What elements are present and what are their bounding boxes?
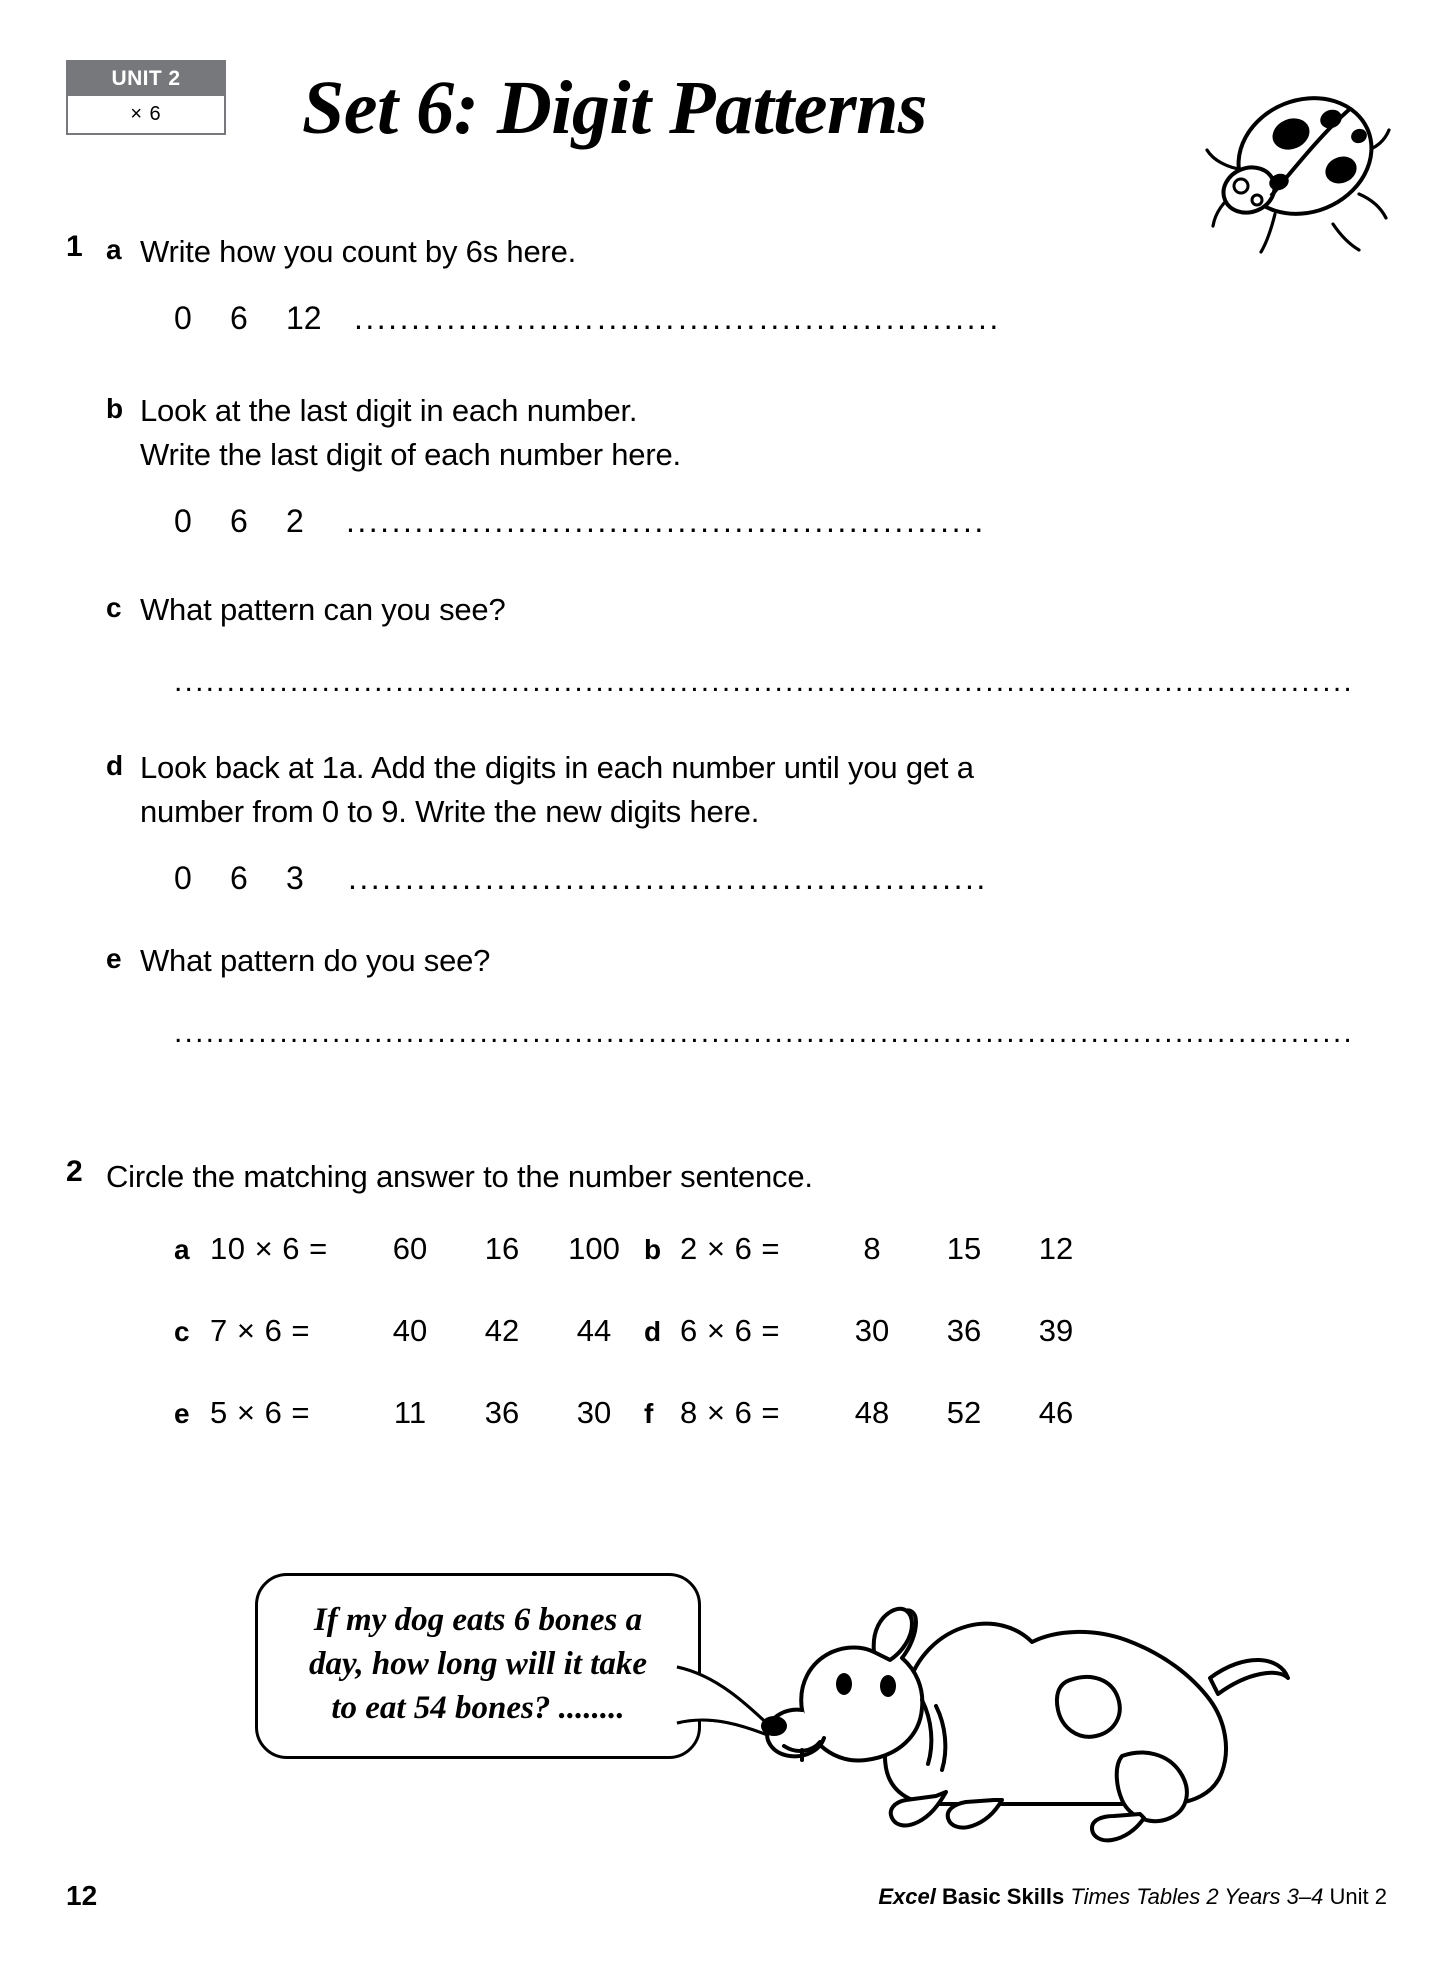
mc-option[interactable]: 36 (946, 1313, 982, 1348)
mc-row (174, 1395, 1387, 1431)
mc-option[interactable]: 15 (946, 1231, 982, 1266)
seq-given-0: 0 (174, 860, 192, 896)
mc-option[interactable]: 60 (392, 1231, 428, 1266)
mc-option[interactable]: 16 (484, 1231, 520, 1266)
mc-row (174, 1313, 1387, 1349)
question-1-number: 1 (66, 230, 83, 263)
mc-option[interactable]: 52 (946, 1395, 982, 1430)
seq-blank[interactable]: ....... (666, 503, 746, 539)
question-1-part-c (106, 588, 1387, 632)
part-c-text: What pattern can you see? (140, 592, 506, 627)
seq-given-0: 0 (174, 300, 192, 336)
footer-citation (878, 1884, 1387, 1910)
seq-blank[interactable]: ....... (668, 860, 748, 896)
question-2-number: 2 (66, 1155, 83, 1188)
page-title: Set 6: Digit Patterns (302, 66, 927, 150)
seq-blank[interactable]: ....... (348, 860, 428, 896)
seq-blank[interactable]: ....... (840, 300, 920, 336)
question-2-prompt: Circle the matching answer to the number sentence. (106, 1159, 813, 1194)
mc-sentence-b: 2 × 6 = (680, 1231, 781, 1266)
speech-bubble-line-1: If my dog eats 6 bones a (313, 1602, 643, 1638)
footer-book-title: Times Tables 2 Years 3–4 (1070, 1884, 1324, 1909)
question-2 (66, 1155, 1387, 1431)
part-letter-b: b (106, 393, 124, 424)
part-b-text-line1: Look at the last digit in each number. (140, 393, 638, 428)
speech-bubble-line-2: day, how long will it take (309, 1646, 647, 1682)
seq-blank[interactable]: ....... (759, 300, 839, 336)
mc-option[interactable]: 30 (576, 1395, 612, 1430)
seq-given-2: 2 (286, 503, 304, 539)
seq-blank[interactable]: ....... (906, 503, 986, 539)
mc-sentence-f: 8 × 6 = (680, 1395, 781, 1430)
mc-option[interactable]: 8 (863, 1231, 881, 1266)
part-letter-d: d (106, 750, 124, 781)
mc-option[interactable]: 44 (576, 1313, 612, 1348)
part-a-answer-row[interactable] (174, 300, 1387, 337)
part-letter-e: e (106, 943, 122, 974)
mc-letter-e: e (174, 1398, 190, 1429)
speech-bubble-wrapper (255, 1573, 775, 1788)
seq-given-1: 6 (230, 503, 248, 539)
seq-given-2: 12 (286, 300, 322, 336)
question-1-part-d (106, 746, 1387, 834)
mc-option[interactable]: 36 (484, 1395, 520, 1430)
mc-option[interactable]: 40 (392, 1313, 428, 1348)
mc-sentence-d: 6 × 6 = (680, 1313, 781, 1348)
page-header (66, 52, 1385, 232)
mc-sentence-a: 10 × 6 = (210, 1231, 328, 1266)
part-letter-c: c (106, 592, 122, 623)
part-a-text: Write how you count by 6s here. (140, 234, 577, 269)
mc-option[interactable]: 30 (854, 1313, 890, 1348)
mc-letter-a: a (174, 1234, 190, 1265)
mc-option[interactable]: 11 (393, 1395, 427, 1430)
speech-bubble (255, 1573, 701, 1759)
page-number: 12 (66, 1880, 98, 1911)
seq-given-1: 6 (230, 860, 248, 896)
mc-options-a (364, 1231, 640, 1267)
seq-blank[interactable]: ....... (354, 300, 434, 336)
unit-badge-label: UNIT 2 (68, 62, 224, 96)
mc-letter-f: f (644, 1398, 654, 1429)
mc-options-d (826, 1313, 1102, 1349)
mc-item-d (644, 1313, 1102, 1349)
mc-options-c (364, 1313, 640, 1349)
seq-blank[interactable]: ....... (516, 300, 596, 336)
mc-option[interactable]: 46 (1038, 1395, 1074, 1430)
part-d-text-line2: number from 0 to 9. Write the new digits here. (140, 794, 760, 829)
mc-letter-c: c (174, 1316, 190, 1347)
seq-blank[interactable]: ....... (746, 503, 826, 539)
seq-blank[interactable]: ....... (346, 503, 426, 539)
seq-blank[interactable]: ....... (435, 300, 515, 336)
mc-item-f (644, 1395, 1102, 1431)
mc-sentence-c: 7 × 6 = (210, 1313, 311, 1348)
seq-blank[interactable]: ....... (826, 503, 906, 539)
mc-item-e (174, 1395, 644, 1431)
mc-row (174, 1231, 1387, 1267)
multiple-choice-grid (174, 1231, 1387, 1431)
mc-option[interactable]: 100 (568, 1231, 620, 1266)
footer-unit: Unit 2 (1329, 1884, 1387, 1909)
mc-sentence-e: 5 × 6 = (210, 1395, 311, 1430)
part-b-text (140, 389, 681, 477)
seq-given-0: 0 (174, 503, 192, 539)
part-e-text: What pattern do you see? (140, 943, 491, 978)
seq-blank[interactable]: ....... (921, 300, 1001, 336)
seq-blank[interactable]: ....... (908, 860, 988, 896)
part-e-answer-line[interactable]: ................................................................................................................ (174, 1023, 1354, 1049)
footer-series: Basic Skills (941, 1884, 1065, 1909)
unit-badge (66, 60, 226, 135)
part-b-text-line2: Write the last digit of each number here. (140, 437, 681, 472)
question-1-part-a (106, 230, 1387, 274)
seq-blank[interactable]: ....... (506, 503, 586, 539)
mc-options-b (826, 1231, 1102, 1267)
unit-badge-operation: × 6 (68, 96, 224, 133)
mc-option[interactable]: 48 (854, 1395, 890, 1430)
mc-item-a (174, 1231, 644, 1267)
seq-blank[interactable]: ....... (508, 860, 588, 896)
part-letter-a: a (106, 234, 122, 265)
seq-blank[interactable]: ....... (586, 503, 666, 539)
question-1-part-b (106, 389, 1387, 477)
mc-letter-b: b (644, 1234, 662, 1265)
dog-icon (740, 1560, 1300, 1860)
mc-letter-d: d (644, 1316, 662, 1347)
mc-option[interactable]: 42 (484, 1313, 520, 1348)
seq-blank[interactable]: ....... (828, 860, 908, 896)
speech-bubble-line-3[interactable]: to eat 54 bones? ........ (331, 1690, 625, 1726)
seq-given-1: 6 (230, 300, 248, 336)
seq-given-2: 3 (286, 860, 304, 896)
question-1 (66, 230, 1387, 1057)
part-d-text-line1: Look back at 1a. Add the digits in each number until you get a (140, 750, 974, 785)
mc-option[interactable]: 39 (1038, 1313, 1074, 1348)
mc-options-f (826, 1395, 1102, 1431)
footer-brand: Excel (878, 1884, 936, 1909)
mc-item-c (174, 1313, 644, 1349)
mc-item-b (644, 1231, 1102, 1267)
mc-option[interactable]: 12 (1038, 1231, 1074, 1266)
mc-options-e (364, 1395, 640, 1431)
part-d-answer-row[interactable] (174, 860, 1387, 897)
part-b-answer-row[interactable] (174, 503, 1387, 540)
part-d-text (140, 746, 974, 834)
question-1-part-e (106, 939, 1387, 983)
seq-blank[interactable]: ....... (588, 860, 668, 896)
page-footer (66, 1880, 1387, 1920)
seq-blank[interactable]: ....... (678, 300, 758, 336)
seq-blank[interactable]: ....... (426, 503, 506, 539)
seq-blank[interactable]: ....... (748, 860, 828, 896)
seq-blank[interactable]: ....... (428, 860, 508, 896)
part-c-answer-line[interactable]: ................................................................................................................ (174, 672, 1354, 698)
seq-blank[interactable]: ....... (597, 300, 677, 336)
